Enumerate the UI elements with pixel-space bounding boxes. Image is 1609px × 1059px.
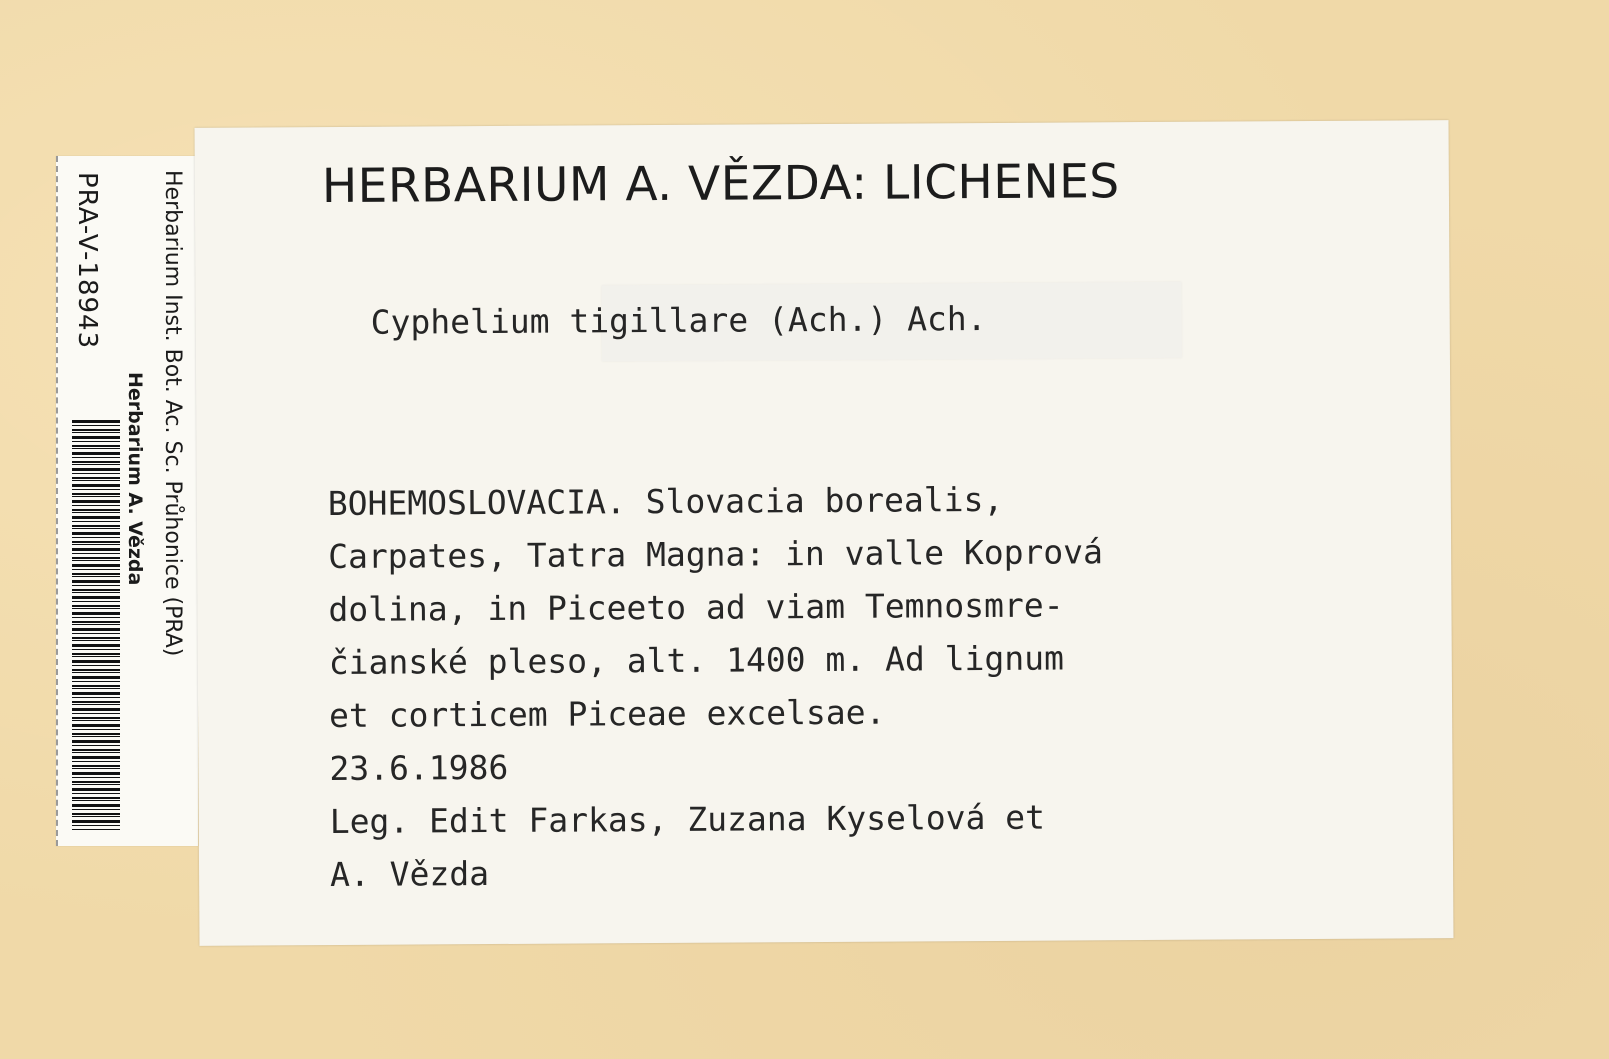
label-body <box>328 471 1341 901</box>
perforation-line <box>56 156 58 846</box>
locality-line: dolina, in Piceeto ad viam Temnosmre- <box>328 585 1064 630</box>
herbarium-name: Herbarium A. Vězda <box>124 372 146 586</box>
barcode-icon <box>72 420 120 830</box>
locality-line: BOHEMOSLOVACIA. Slovacia borealis, <box>327 479 1004 524</box>
locality-line: čianské pleso, alt. 1400 m. Ad lignum <box>328 638 1064 683</box>
specimen-label <box>195 120 1454 946</box>
specimen-id: PRA-V-18943 <box>72 172 102 350</box>
label-title: HERBARIUM A. VĚZDA: LICHENES <box>321 154 1120 215</box>
collectors-line: A. Vězda <box>329 854 490 895</box>
locality-line: Carpates, Tatra Magna: in valle Koprová <box>328 532 1104 577</box>
substrate-line: et corticem Piceae excelsae. <box>328 692 886 736</box>
taxon-name: Cyphelium tigillare (Ach.) Ach. <box>370 299 987 342</box>
institution-name: Herbarium Inst. Bot. Ac. Sc. Průhonice (PRA) <box>160 170 185 657</box>
collectors-line: Leg. Edit Farkas, Zuzana Kyselová et <box>329 797 1046 842</box>
collection-date: 23.6.1986 <box>329 747 509 789</box>
